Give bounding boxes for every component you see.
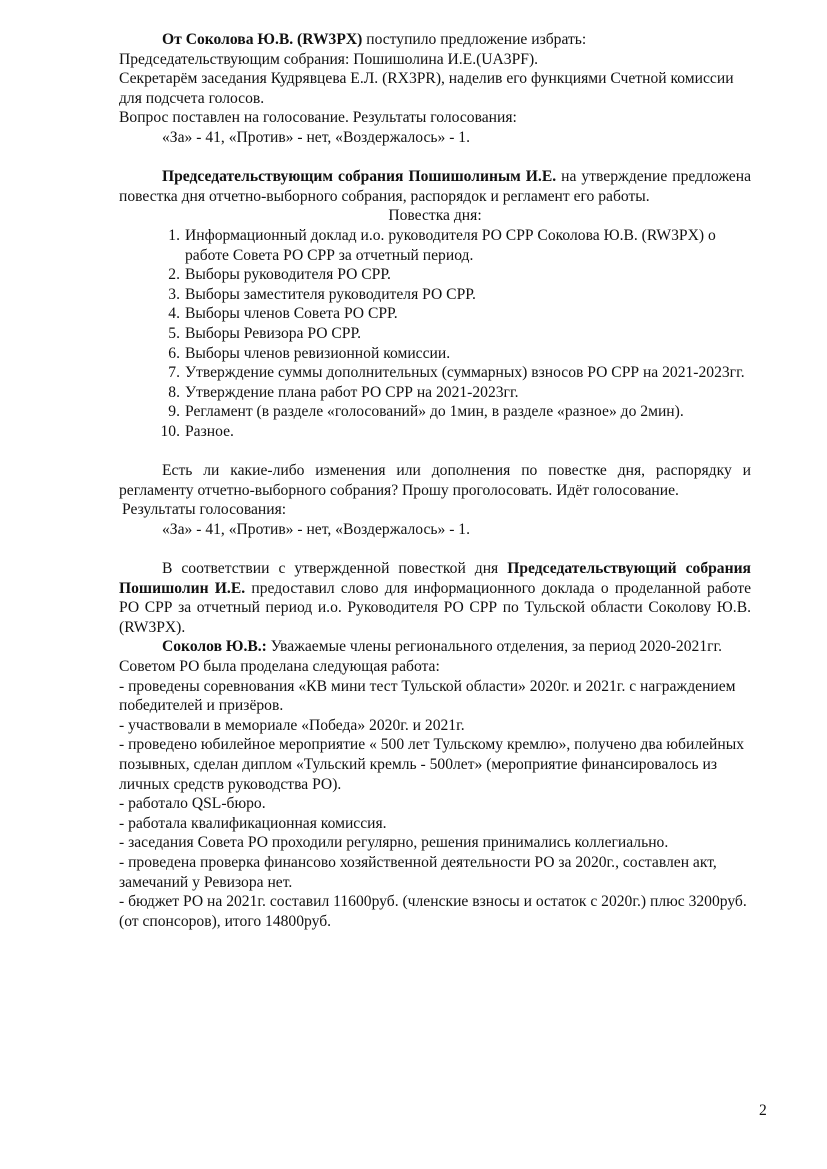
list-item: - участвовали в мемориале «Победа» 2020г. и 2021г. (119, 716, 465, 734)
agenda-intro: Председательствующим собрания Пошишолиным И.Е. на утверждение предложена повестка дня отчетно-выборного собрания, распорядок и регламент его работы. (119, 168, 751, 205)
list-item: 2. Выборы руководителя РО СРР. (168, 266, 391, 284)
list-item: 7. Утверждение суммы дополнительных (суммарных) взносов РО СРР на 2021-2023гг. (168, 364, 745, 382)
list-item: 6. Выборы членов ревизионной комиссии. (168, 344, 451, 362)
chair-proposal: Председательствующим собрания: Пошишолина И.Е.(UA3PF). (119, 50, 539, 68)
list-item: 5. Выборы Ревизора РО СРР. (168, 324, 362, 342)
vote-results-2: «За» - 41, «Против» - нет, «Воздержалось» - 1. (162, 520, 471, 538)
vote-results-1: «За» - 41, «Против» - нет, «Воздержалось» - 1. (162, 128, 471, 146)
change-question: Есть ли какие-либо изменения или дополнения по повестке дня, распорядку и регламенту отчетно-выборного собрания? Прошу проголосовать. Идёт голосование. (119, 462, 751, 499)
list-item: - бюджет РО на 2021г. составил 11600руб. (членские взносы и остаток с 2020г.) плюс 3200руб. (от спонсоров), итого 14800руб. (119, 893, 747, 930)
list-item: - заседания Совета РО проходили регулярно, решения принимались коллегиально. (119, 834, 669, 852)
list-item: - проведено юбилейное мероприятие « 500 лет Тульскому кремлю», получено два юбилейных позывных, сделан диплом «Тульский кремль - 500лет» (мероприятие финансировалось из личных средств руководства РО). (119, 736, 744, 793)
list-item: 3. Выборы заместителя руководителя РО СРР. (168, 285, 476, 303)
vote-question: Вопрос поставлен на голосование. Результаты голосования: (119, 109, 517, 127)
list-item: 1. Информационный доклад и.о. руководителя РО СРР Соколова Ю.В. (RW3PX) о работе Совета РО СРР за отчетный период. (168, 226, 716, 264)
results-label: Результаты голосования: (122, 501, 287, 519)
proposer-name: От Соколова Ю.В. (RW3PX) (162, 31, 363, 48)
list-item: 9. Регламент (в разделе «голосований» до 1мин, в разделе «разное» до 2мин). (168, 403, 684, 421)
list-item: - проведены соревнования «КВ мини тест Тульской области» 2020г. и 2021г. с награждением победителей и призёров. (119, 677, 736, 715)
document-page (119, 30, 751, 931)
list-item: 4. Выборы членов Совета РО СРР. (168, 305, 398, 323)
proposal-line: От Соколова Ю.В. (RW3PX) поступило предложение избрать: (162, 31, 587, 48)
list-item: 10. Разное. (160, 422, 234, 440)
list-item: - работала квалификационная комиссия. (119, 814, 387, 832)
agenda-list (119, 226, 751, 442)
report-intro: В соответствии с утвержденной повесткой дня Председательствующий собрания Пошишолин И.Е. предоставил слово для информационного доклада о проделанной работе РО СРР за отчетный период и.о. Руководителя РО СРР по Тульской области Соколову Ю.В. (RW3PX). (119, 560, 751, 636)
report-speech: Соколов Ю.В.: Уважаемые члены регионального отделения, за период 2020-2021гг. Советом РО была проделана следующая работа: (119, 638, 723, 675)
agenda-title: Повестка дня: (388, 207, 482, 225)
list-item: - проведена проверка финансово хозяйственной деятельности РО за 2020г., составлен акт, замечаний у Ревизора нет. (119, 853, 717, 891)
secretary-proposal: Секретарём заседания Кудрявцева Е.Л. (RX3PR), наделив его функциями Счетной комиссии для подсчета голосов. (119, 70, 734, 107)
list-item: 8. Утверждение плана работ РО СРР на 2021-2023гг. (168, 383, 519, 401)
speaker-name: Соколов Ю.В.: (162, 638, 267, 656)
list-item: - работало QSL-бюро. (119, 795, 266, 813)
page-number: 2 (759, 1102, 767, 1119)
